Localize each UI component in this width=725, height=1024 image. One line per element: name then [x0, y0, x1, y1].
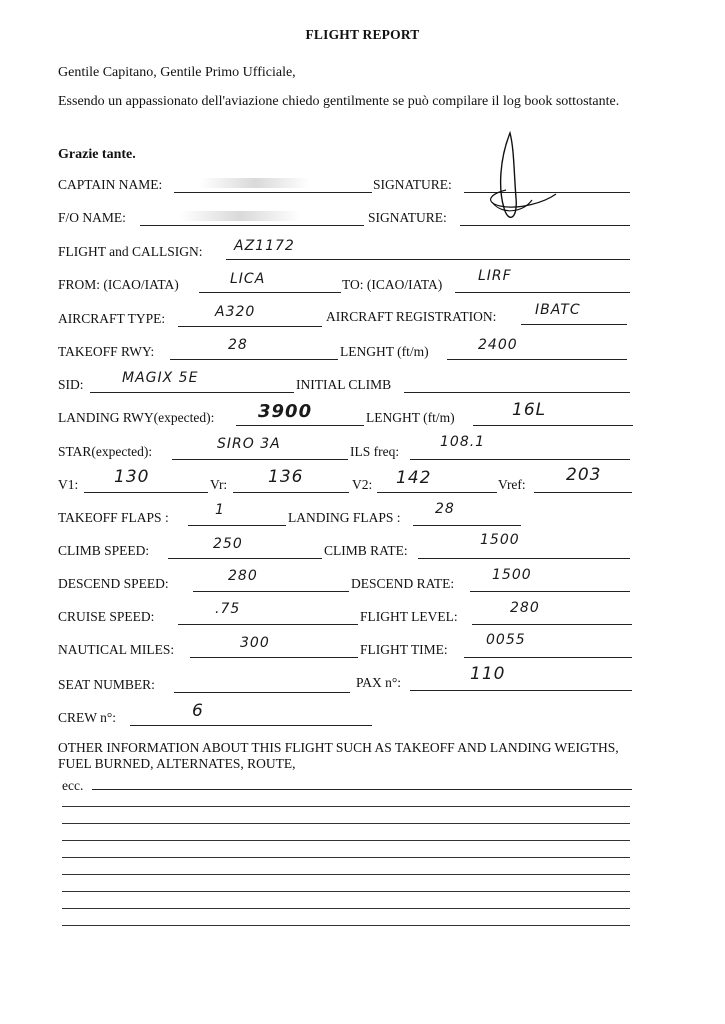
from-line [199, 292, 341, 293]
crew-label: CREW n°: [58, 710, 117, 725]
landing-flaps-label: LANDING FLAPS : [288, 510, 401, 525]
vr-line [233, 492, 349, 493]
notes-line-1 [62, 806, 630, 807]
vref-line [534, 492, 632, 493]
seat-number-label: SEAT NUMBER: [58, 677, 155, 692]
descend-speed-line [193, 591, 349, 592]
takeoff-length-value: 2400 [478, 337, 518, 353]
fo-name-redaction [180, 211, 300, 221]
v1-value: 130 [114, 467, 150, 487]
star-label: STAR(expected): [58, 444, 153, 459]
seat-number-line [174, 692, 350, 693]
fo-name-line [140, 225, 364, 226]
landing-flaps-line [413, 525, 521, 526]
initial-climb-label: INITIAL CLIMB [296, 377, 392, 392]
notes-line-4 [62, 857, 630, 858]
from-label: FROM: (ICAO/IATA) [58, 277, 179, 292]
v2-line [377, 492, 497, 493]
fo-name-label: F/O NAME: [58, 210, 126, 225]
takeoff-flaps-value: 1 [215, 502, 225, 518]
aircraft-type-line [178, 326, 322, 327]
captain-name-label: CAPTAIN NAME: [58, 177, 163, 192]
cruise-speed-line [178, 624, 358, 625]
climb-rate-value: 1500 [480, 532, 520, 548]
aircraft-registration-label: AIRCRAFT REGISTRATION: [326, 309, 497, 324]
ils-freq-value: 108.1 [440, 434, 486, 450]
aircraft-registration-line [521, 324, 627, 325]
descend-speed-value: 280 [228, 568, 258, 584]
landing-flaps-value: 28 [435, 501, 455, 517]
takeoff-rwy-value: 28 [228, 337, 248, 353]
landing-length-line [473, 425, 633, 426]
to-value: LIRF [478, 268, 512, 284]
to-line [455, 292, 630, 293]
crew-line [130, 725, 372, 726]
ecc-label: ecc. [62, 778, 84, 793]
descend-rate-value: 1500 [492, 567, 532, 583]
form-title: FLIGHT REPORT [305, 27, 420, 42]
vref-value: 203 [566, 465, 602, 485]
nautical-miles-value: 300 [240, 635, 270, 651]
initial-climb-line [404, 392, 630, 393]
star-value: SIRO 3A [217, 436, 281, 452]
star-line [172, 459, 348, 460]
takeoff-rwy-line [170, 359, 338, 360]
climb-speed-value: 250 [213, 536, 243, 552]
takeoff-flaps-label: TAKEOFF FLAPS : [58, 510, 169, 525]
flight-time-line [464, 657, 632, 658]
sid-value: MAGIX 5E [122, 370, 199, 386]
flight-time-label: FLIGHT TIME: [360, 642, 448, 657]
vr-value: 136 [268, 467, 304, 487]
climb-speed-line [168, 558, 322, 559]
request-text: Essendo un appassionato dell'aviazione chiedo gentilmente se può compilare il log book sottostante. [58, 94, 620, 109]
flight-level-value: 280 [510, 600, 540, 616]
captain-name-line [174, 192, 372, 193]
fo-signature-line [460, 225, 630, 226]
climb-speed-label: CLIMB SPEED: [58, 543, 150, 558]
landing-length-label: LENGHT (ft/m) [366, 410, 455, 425]
landing-rwy-line [236, 425, 364, 426]
climb-rate-line [418, 558, 630, 559]
flight-callsign-value: AZ1172 [234, 238, 295, 254]
notes-line-0 [92, 789, 632, 790]
climb-rate-label: CLIMB RATE: [324, 543, 408, 558]
notes-line-3 [62, 840, 630, 841]
sid-line [90, 392, 294, 393]
ils-freq-label: ILS freq: [350, 444, 400, 459]
notes-line-2 [62, 823, 630, 824]
landing-rwy-value: 3900 [258, 401, 313, 422]
fo-signature-label: SIGNATURE: [368, 210, 447, 225]
descend-rate-line [470, 591, 630, 592]
nautical-miles-label: NAUTICAL MILES: [58, 642, 175, 657]
v1-line [84, 492, 208, 493]
nautical-miles-line [190, 657, 358, 658]
takeoff-length-line [447, 359, 627, 360]
crew-value: 6 [192, 701, 204, 721]
captain-signature-label: SIGNATURE: [373, 177, 452, 192]
pax-label: PAX n°: [356, 675, 402, 690]
landing-rwy-label: LANDING RWY(expected): [58, 410, 215, 425]
aircraft-registration-value: IBATC [535, 302, 581, 318]
takeoff-length-label: LENGHT (ft/m) [340, 344, 429, 359]
v2-label: V2: [352, 477, 373, 492]
captain-name-redaction [200, 178, 310, 188]
cruise-speed-value: .75 [215, 601, 241, 617]
pax-line [410, 690, 632, 691]
greeting-text: Gentile Capitano, Gentile Primo Ufficiale, [58, 65, 296, 80]
flight-level-label: FLIGHT LEVEL: [360, 609, 458, 624]
aircraft-type-label: AIRCRAFT TYPE: [58, 311, 166, 326]
landing-length-value: 16L [512, 400, 547, 420]
cruise-speed-label: CRUISE SPEED: [58, 609, 155, 624]
flight-time-value: 0055 [486, 632, 526, 648]
notes-line-5 [62, 874, 630, 875]
v1-label: V1: [58, 477, 79, 492]
descend-rate-label: DESCEND RATE: [351, 576, 455, 591]
thanks-text: Grazie tante. [58, 147, 136, 162]
other-info-label: OTHER INFORMATION ABOUT THIS FLIGHT SUCH AS TAKEOFF AND LANDING WEIGTHS, FUEL BURNED, ALTERNATES, ROUTE, [58, 740, 619, 771]
notes-line-6 [62, 891, 630, 892]
vref-label: Vref: [498, 477, 526, 492]
notes-line-8 [62, 925, 630, 926]
ils-freq-line [410, 459, 630, 460]
from-value: LICA [230, 271, 266, 287]
sid-label: SID: [58, 377, 84, 392]
flight-callsign-line [226, 259, 630, 260]
takeoff-rwy-label: TAKEOFF RWY: [58, 344, 155, 359]
notes-line-7 [62, 908, 630, 909]
descend-speed-label: DESCEND SPEED: [58, 576, 169, 591]
vr-label: Vr: [210, 477, 228, 492]
flight-callsign-label: FLIGHT and CALLSIGN: [58, 244, 203, 259]
takeoff-flaps-line [188, 525, 286, 526]
to-label: TO: (ICAO/IATA) [342, 277, 443, 292]
v2-value: 142 [396, 468, 432, 488]
flight-level-line [472, 624, 632, 625]
pax-value: 110 [470, 664, 506, 684]
aircraft-type-value: A320 [215, 304, 256, 320]
captain-signature-mark [470, 128, 560, 238]
